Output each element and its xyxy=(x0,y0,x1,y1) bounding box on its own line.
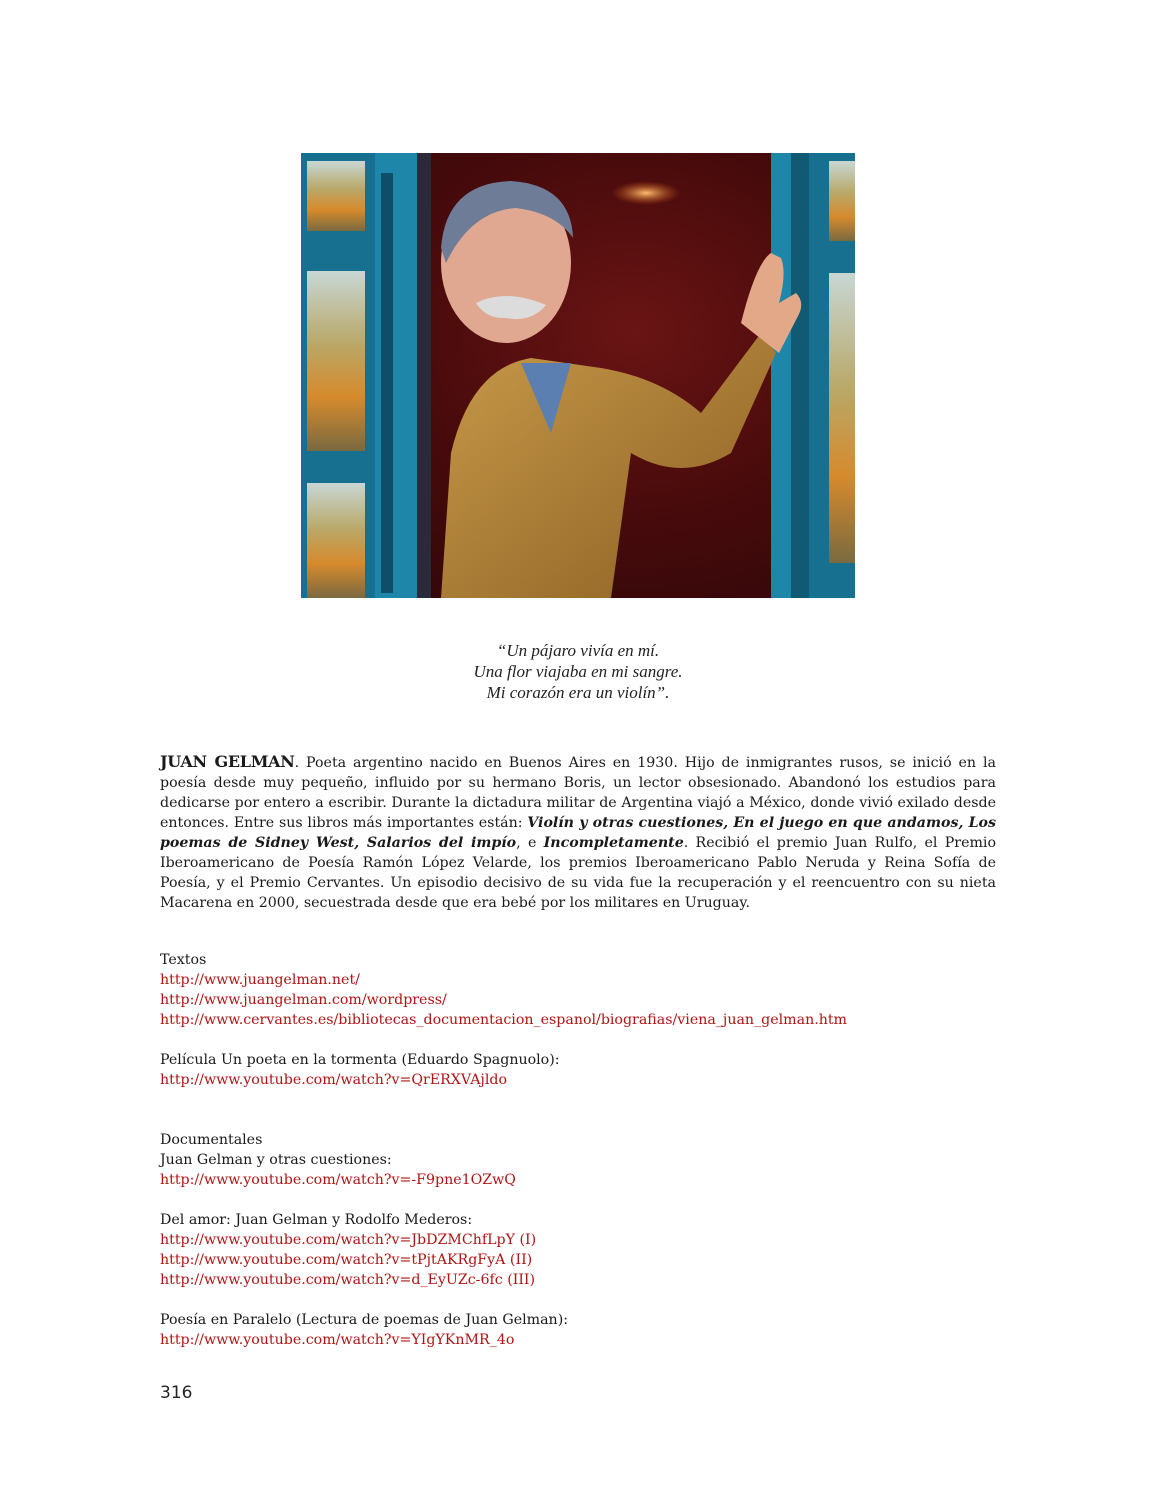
section-label: Película Un poeta en la tormenta (Eduardo Spagnuolo): xyxy=(160,1052,560,1068)
link[interactable]: http://www.cervantes.es/bibliotecas_documentacion_espanol/biografias/viena_juan_gelman.htm xyxy=(160,1012,848,1028)
link[interactable]: http://www.youtube.com/watch?v=tPjtAKRgFyA (II) xyxy=(160,1252,533,1268)
quote-line: Mi corazón era un violín”. xyxy=(486,683,670,702)
portrait-illustration xyxy=(301,153,855,598)
page-number: 316 xyxy=(160,1383,193,1403)
author-name: JUAN GELMAN xyxy=(160,752,295,771)
link[interactable]: http://www.youtube.com/watch?v=QrERXVAjldo xyxy=(160,1072,507,1088)
item-label: Juan Gelman y otras cuestiones: xyxy=(160,1152,392,1168)
link[interactable]: http://www.youtube.com/watch?v=JbDZMChfLpY (I) xyxy=(160,1232,537,1248)
section-label: Textos xyxy=(160,952,207,968)
poem-quote xyxy=(300,640,856,703)
link[interactable]: http://www.youtube.com/watch?v=YIgYKnMR_4o xyxy=(160,1332,515,1348)
book-title: Incompletamente xyxy=(543,835,684,851)
link[interactable]: http://www.youtube.com/watch?v=d_EyUZc-6fc (III) xyxy=(160,1272,536,1288)
link[interactable]: http://www.youtube.com/watch?v=-F9pne1OZwQ xyxy=(160,1172,516,1188)
bio-text: . Recibió el premio Juan Rulfo, el Premio Iberoamericano de Poesía Ramón López Velarde, los premios Iberoamericano Pablo Neruda y Reina Sofía de Poesía, y el Premio Cervantes. Un episodio decisivo de su vida fue la recuperación y el reencuentro con su nieta Macarena en 2000, secuestrada desde que era bebé por los militares en Uruguay. xyxy=(160,835,996,911)
quote-line: “Un pájaro vivía en mí. xyxy=(496,641,660,660)
link[interactable]: http://www.juangelman.net/ xyxy=(160,972,360,988)
item-label: Del amor: Juan Gelman y Rodolfo Mederos: xyxy=(160,1212,473,1228)
bio-text: . Poeta argentino nacido en Buenos Aires en 1930. Hijo de inmigrantes rusos, se inició en la poesía desde muy pequeño, influido por su hermano Boris, un lector obsesionado. Abandonó los estudios para dedicarse por entero a escribir. Durante la dictadura militar de Argentina viajó a México, donde vivió exilado desde entonces. Entre sus libros más importantes están: xyxy=(160,755,996,831)
link[interactable]: http://www.juangelman.com/wordpress/ xyxy=(160,992,447,1008)
item-label: Poesía en Paralelo (Lectura de poemas de Juan Gelman): xyxy=(160,1312,569,1328)
bio-text: , e xyxy=(516,835,544,851)
book-titles: Violín y otras cuestiones, En el juego en que andamos, Los poemas de Sidney West, Salarios del impío xyxy=(160,815,997,851)
portrait-photo xyxy=(301,153,855,598)
resource-links xyxy=(160,950,1060,1350)
quote-line: Una flor viajaba en mi sangre. xyxy=(473,662,683,681)
section-label: Documentales xyxy=(160,1132,263,1148)
biography-paragraph xyxy=(160,752,996,913)
